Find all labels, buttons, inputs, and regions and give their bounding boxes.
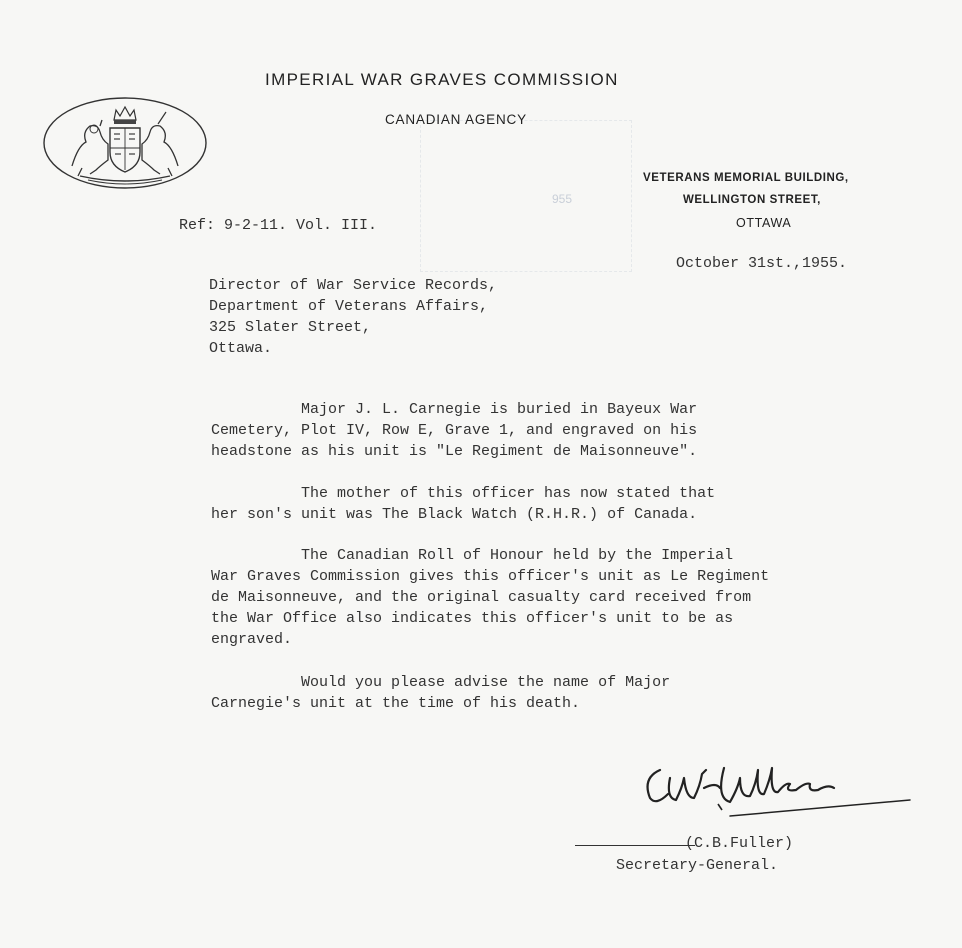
- royal-coat-of-arms-icon: [42, 96, 208, 190]
- letter-date: October 31st.,1955.: [676, 255, 848, 272]
- faint-stamp-mark: [420, 120, 632, 272]
- recipient-line: Ottawa.: [209, 340, 273, 357]
- signer-title: Secretary-General.: [616, 857, 779, 874]
- body-paragraph: The mother of this officer has now stated that her son's unit was The Black Watch (R.H.R.) of Canada.: [211, 485, 716, 523]
- recipient-line: Director of War Service Records,: [209, 277, 498, 294]
- address-line-building: VETERANS MEMORIAL BUILDING,: [643, 172, 849, 184]
- body-paragraph: The Canadian Roll of Honour held by the Imperial War Graves Commission gives this officer's unit as Le Regiment de Maisonneuve, and the original casualty card received from the War Office also indicates this officer's unit to be as engraved.: [211, 547, 770, 648]
- recipient-line: Department of Veterans Affairs,: [209, 298, 489, 315]
- letterhead-title: IMPERIAL WAR GRAVES COMMISSION: [265, 70, 619, 89]
- reference-number: Ref: 9-2-11. Vol. III.: [179, 217, 378, 234]
- handwritten-signature-icon: [620, 748, 920, 838]
- address-line-street: WELLINGTON STREET,: [683, 194, 821, 206]
- signature-line: [575, 845, 695, 846]
- body-paragraph: Major J. L. Carnegie is buried in Bayeux War Cemetery, Plot IV, Row E, Grave 1, and engraved on his headstone as his unit is "Le Regiment de Maisonneuve".: [211, 401, 698, 460]
- letterhead-subtitle: CANADIAN AGENCY: [385, 112, 527, 127]
- address-line-city: OTTAWA: [736, 216, 792, 230]
- stamp-number: 955: [552, 192, 573, 206]
- recipient-line: 325 Slater Street,: [209, 319, 372, 336]
- body-paragraph: Would you please advise the name of Major Carnegie's unit at the time of his death.: [211, 674, 671, 712]
- recipient-address: [209, 277, 497, 361]
- signer-name: (C.B.Fuller): [685, 835, 794, 852]
